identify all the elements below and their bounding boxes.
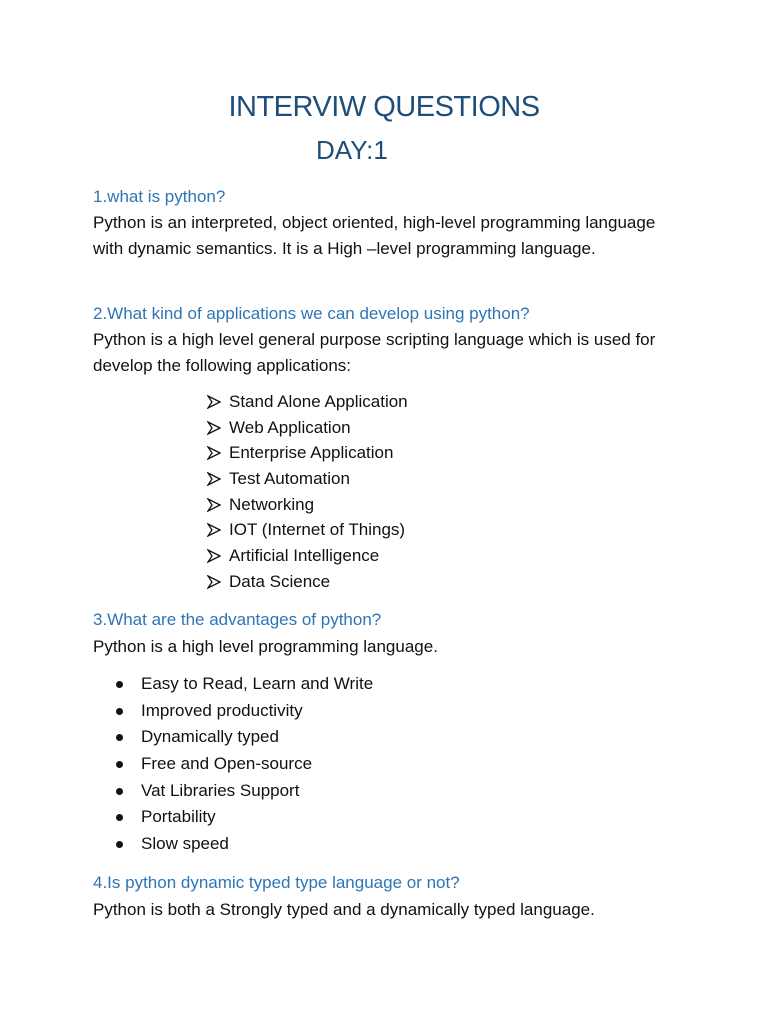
bullet-dot-icon xyxy=(116,681,123,688)
list-item-label: Improved productivity xyxy=(141,700,303,720)
arrow-bullet-icon xyxy=(207,421,221,435)
list-item xyxy=(114,831,373,858)
answer-2: Python is a high level general purpose scripting language which is used for develop the following applications: xyxy=(93,330,656,375)
bullet-dot-icon xyxy=(116,841,123,848)
answer-1: Python is an interpreted, object oriented, high-level programming language with dynamic semantics. It is a High –level programming language. xyxy=(93,213,656,258)
list-item xyxy=(207,466,408,492)
bullet-dot-icon xyxy=(116,734,123,741)
answer-3: Python is a high level programming language. xyxy=(93,637,438,656)
question-4: 4.Is python dynamic typed type language or not? xyxy=(93,873,460,892)
question-3: 3.What are the advantages of python? xyxy=(93,610,382,629)
bullet-dot-icon xyxy=(116,761,123,768)
bullet-dot-icon xyxy=(116,788,123,795)
list-item xyxy=(207,415,408,441)
list-item xyxy=(114,778,373,805)
list-item xyxy=(114,724,373,751)
document-title: INTERVIW QUESTIONS xyxy=(228,91,540,123)
bullet-dot-icon xyxy=(116,708,123,715)
question-1: 1.what is python? xyxy=(93,187,226,206)
list-item-label: Dynamically typed xyxy=(141,727,279,747)
arrow-bullet-icon xyxy=(207,472,221,486)
list-item xyxy=(114,671,373,698)
arrow-bullet-icon xyxy=(207,446,221,460)
list-item-label: Free and Open-source xyxy=(141,754,313,774)
list-item-label: Artificial Intelligence xyxy=(229,546,380,566)
list-item-label: Stand Alone Application xyxy=(229,392,408,411)
list-item xyxy=(207,517,408,543)
list-item xyxy=(114,751,373,778)
list-item xyxy=(207,569,408,595)
arrow-bullet-icon xyxy=(207,549,221,563)
list-item-label: Test Automation xyxy=(229,469,350,489)
list-item-label: IOT (Internet of Things) xyxy=(229,520,406,540)
arrow-bullet-icon xyxy=(207,395,221,409)
list-item xyxy=(207,492,408,518)
list-item xyxy=(207,389,408,415)
list-item xyxy=(207,440,408,466)
arrow-bullet-icon xyxy=(207,575,221,589)
list-item-label: Enterprise Application xyxy=(229,443,394,463)
list-item-label: Vat Libraries Support xyxy=(141,780,300,800)
list-item xyxy=(207,543,408,569)
arrow-bullet-icon xyxy=(207,498,221,512)
list-item-label: Portability xyxy=(141,807,216,827)
answer-4: Python is both a Strongly typed and a dynamically typed language. xyxy=(93,900,595,919)
advantages-list xyxy=(114,671,373,858)
list-item xyxy=(114,698,373,725)
list-item-label: Data Science xyxy=(229,571,331,591)
list-item-label: Slow speed xyxy=(141,834,229,854)
bullet-dot-icon xyxy=(116,814,123,821)
question-2: 2.What kind of applications we can develop using python? xyxy=(93,304,530,323)
list-item-label: Easy to Read, Learn and Write xyxy=(141,674,374,693)
arrow-bullet-icon xyxy=(207,523,221,537)
applications-list xyxy=(207,389,408,595)
list-item-label: Networking xyxy=(229,494,315,514)
list-item-label: Web Application xyxy=(229,417,351,437)
list-item xyxy=(114,804,373,831)
document-subtitle: DAY:1 xyxy=(316,135,388,165)
